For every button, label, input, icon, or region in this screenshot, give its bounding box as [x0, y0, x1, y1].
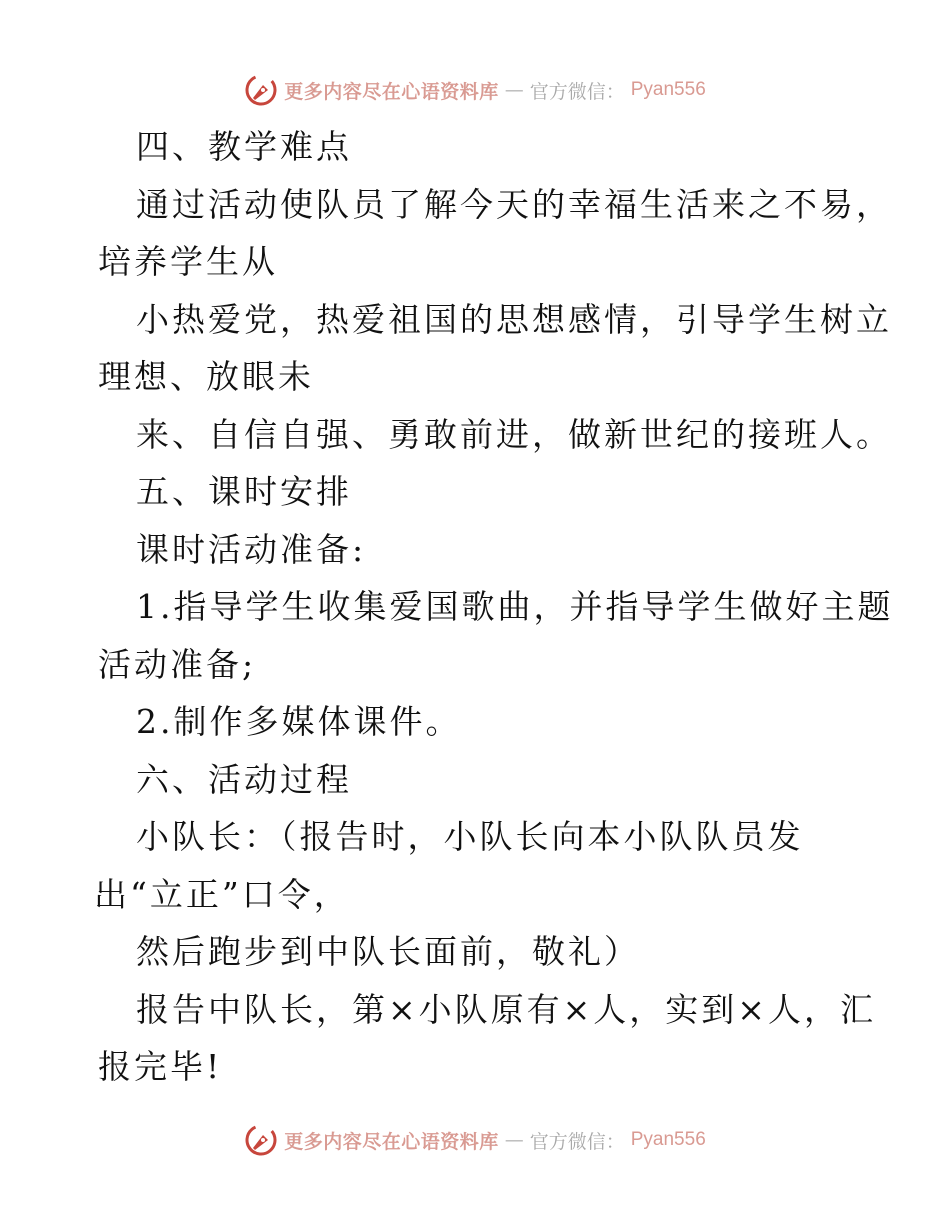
pen-nib-logo-icon	[244, 73, 278, 107]
watermark-id: Pyan556	[630, 1129, 706, 1150]
watermark-text: 更多内容尽在心语资料库	[284, 1130, 499, 1153]
paragraph-line: 课时活动准备:	[136, 529, 367, 569]
watermark-dash: —	[504, 79, 524, 101]
heading-activity-process: 六、活动过程	[136, 759, 352, 799]
paragraph-line: 理想、放眼未	[98, 357, 314, 396]
heading-schedule: 五、课时安排	[136, 472, 352, 511]
header-watermark	[0, 70, 950, 110]
paragraph-line: 培养学生从	[98, 242, 278, 281]
list-item: 1.指导学生收集爱国歌曲，并指导学生做好主题	[136, 587, 894, 626]
pen-nib-logo-icon	[244, 1123, 278, 1157]
paragraph-line: 然后跑步到中队长面前，敬礼）	[136, 932, 640, 971]
list-item: 2.制作多媒体课件。	[136, 702, 462, 741]
heading-teaching-difficulty: 四、教学难点	[136, 127, 352, 166]
paragraph-line: 小热爱党，热爱祖国的思想感情，引导学生树立	[136, 299, 892, 339]
paragraph-line: 小队长：（报告时，小队长向本小队队员发	[136, 817, 804, 856]
watermark-id: Pyan556	[630, 79, 706, 100]
paragraph-line: 出“立正”口令，	[94, 874, 350, 914]
document-body	[94, 118, 894, 1096]
paragraph-line: 通过活动使队员了解今天的幸福生活来之不易，	[136, 184, 892, 224]
paragraph-line: 报完毕!	[98, 1047, 223, 1086]
footer-watermark	[0, 1120, 950, 1160]
paragraph-line: 活动准备;	[98, 644, 257, 684]
paragraph-line: 来、自信自强、勇敢前进，做新世纪的接班人。	[136, 414, 892, 454]
watermark-text: 更多内容尽在心语资料库	[284, 80, 499, 103]
watermark-official: 官方微信：	[529, 80, 625, 103]
paragraph-line: 报告中队长，第×小队原有×人，实到×人，汇	[136, 989, 876, 1029]
watermark-dash: —	[504, 1129, 524, 1151]
watermark-official: 官方微信：	[529, 1130, 625, 1153]
